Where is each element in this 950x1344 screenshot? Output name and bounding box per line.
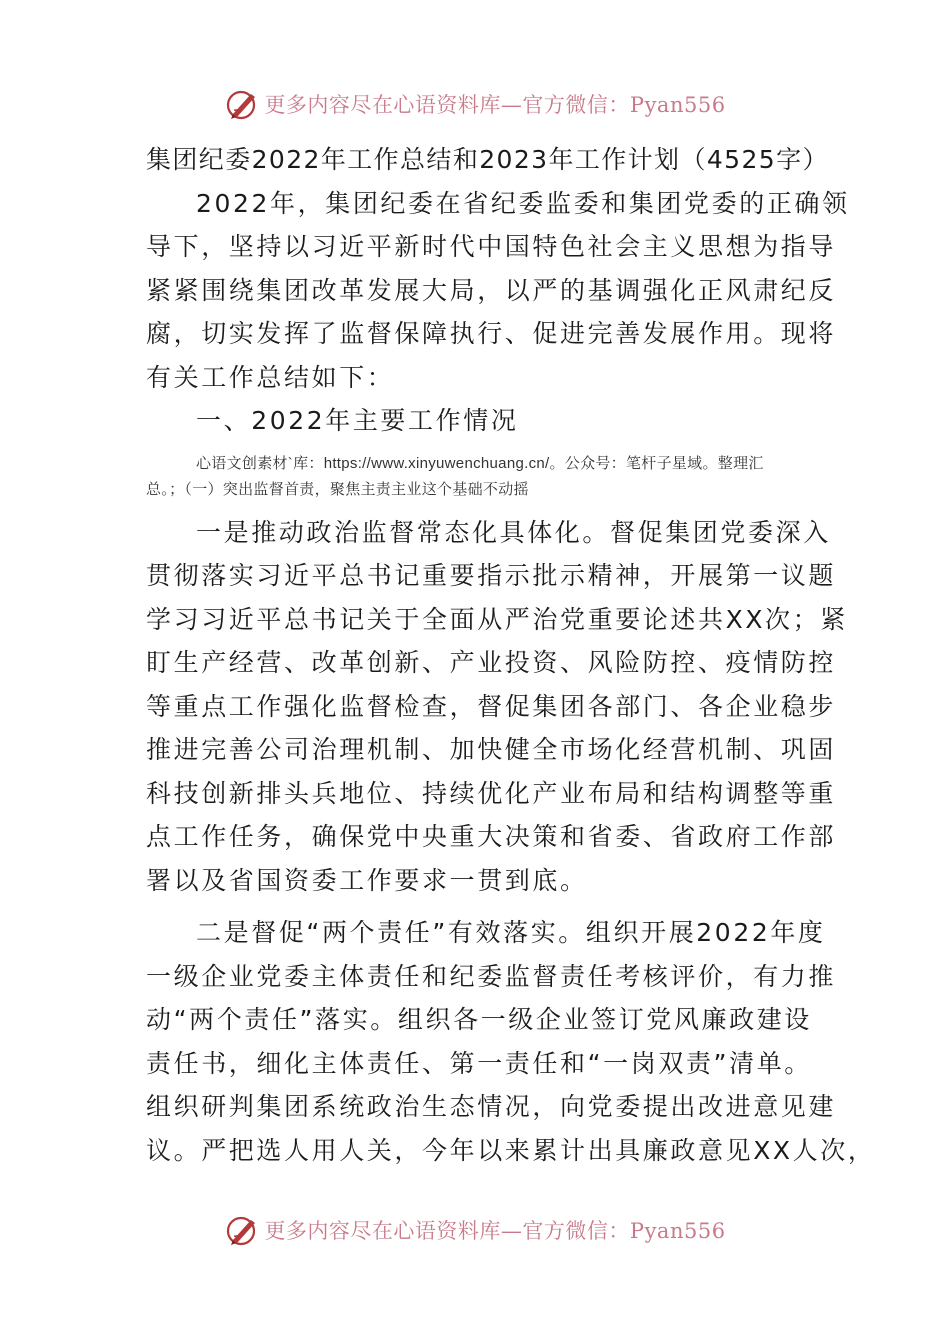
text-line: 有关工作总结如下： [146, 362, 395, 392]
text-line: 署以及省国资委工作要求一贯到底。 [146, 865, 588, 895]
source-note [146, 451, 810, 503]
text-line: 学习习近平总书记关于全面从严治党重要论述共XX次；紧 [146, 604, 848, 634]
text-line: 二是督促“两个责任”有效落实。组织开展2022年度 [196, 918, 826, 947]
text-line: 推进完善公司治理机制、加快健全市场化经营机制、巩固 [146, 735, 837, 764]
text-line: 议。严把选人用人关，今年以来累计出具廉政意见XX人次， [146, 1135, 876, 1165]
text-line: 一级企业党委主体责任和纪委监督责任考核评价，有力推 [146, 961, 837, 991]
text-line: 2022年，集团纪委在省纪委监委和集团党委的正确领 [196, 188, 850, 218]
text-line: 贯彻落实习近平总书记重要指示批示精神，开展第一议题 [146, 561, 837, 590]
paragraph-political-supervision [146, 511, 848, 903]
text-line: 腐，切实发挥了监督保障执行、促进完善发展作用。现将 [146, 319, 837, 348]
intro-paragraph [146, 182, 850, 400]
text-line: 责任书，细化主体责任、第一责任和“一岗双责”清单。 [146, 1048, 812, 1078]
text-line: 等重点工作强化监督检查，督促集团各部门、各企业稳步 [146, 691, 837, 721]
text-line: 盯生产经营、改革创新、产业投资、风险防控、疫情防控 [146, 648, 837, 677]
section-heading: 一、2022年主要工作情况 [196, 406, 519, 435]
paragraph-two-responsibilities [146, 911, 876, 1172]
header-banner [0, 84, 950, 124]
source-note-line: 总。；（一）突出监督首责，聚焦主责主业这个基础不动摇 [146, 480, 529, 498]
text-line: 一是推动政治监督常态化具体化。督促集团党委深入 [196, 517, 831, 547]
text-line: 紧紧围绕集团改革发展大局，以严的基调强化正风肃纪反 [146, 275, 837, 305]
banner-text: 更多内容尽在心语资料库—官方微信：Pyan556 [264, 93, 726, 117]
text-line: 组织研判集团系统政治生态情况，向党委提出改进意见建 [146, 1092, 837, 1121]
text-line: 点工作任务，确保党中央重大决策和省委、省政府工作部 [146, 822, 837, 851]
text-line: 导下，坚持以习近平新时代中国特色社会主义思想为指导 [146, 232, 837, 261]
pen-circle-icon [224, 86, 260, 122]
document-title: 集团纪委2022年工作总结和2023年工作计划（4525字） [146, 145, 829, 174]
source-note-line: 心语文创素材`库：https://www.xinyuwenchuang.cn/。公众号：笔杆子星域。整理汇 [196, 454, 764, 472]
document-body [146, 138, 876, 1172]
text-line: 科技创新排头兵地位、持续优化产业布局和结构调整等重 [146, 778, 837, 808]
pen-circle-icon [224, 1212, 260, 1248]
footer-banner [0, 1210, 950, 1250]
text-line: 动“两个责任”落实。组织各一级企业签订党风廉政建设 [146, 1005, 812, 1034]
banner-text: 更多内容尽在心语资料库—官方微信：Pyan556 [264, 1219, 726, 1243]
